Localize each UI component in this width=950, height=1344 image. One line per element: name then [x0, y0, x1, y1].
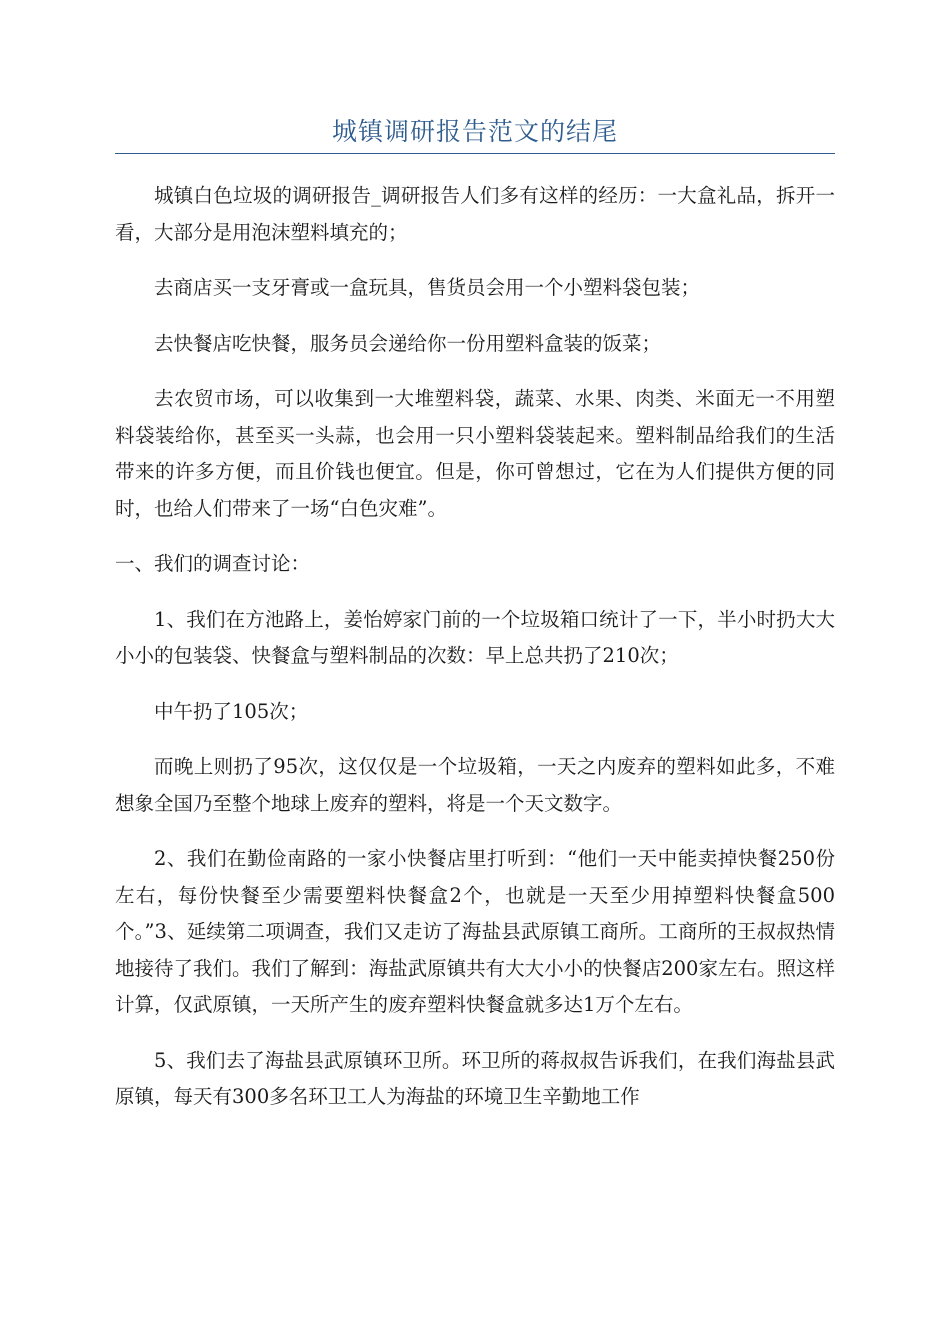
paragraph-4: 去农贸市场，可以收集到一大堆塑料袋，蔬菜、水果、肉类、米面无一不用塑料袋装给你，甚至买一头蒜，也会用一只小塑料袋装起来。塑料制品给我们的生活带来的许多方便，而且价钱也便宜。但是，你可曾想过，它在为人们提供方便的同时，也给人们带来了一场“白色灾难”。 [115, 387, 835, 520]
paragraph-6: 1、我们在方池路上，姜怡婷家门前的一个垃圾箱口统计了一下，半小时扔大大小小的包装袋、快餐盒与塑料制品的次数：早上总共扔了210次； [115, 607, 835, 667]
document-body [115, 178, 835, 1135]
document-title: 城镇调研报告范文的结尾 [331, 117, 618, 146]
title-underline [115, 153, 835, 154]
paragraph-10: 5、我们去了海盐县武原镇环卫所。环卫所的蒋叔叔告诉我们，在我们海盐县武原镇，每天有300多名环卫工人为海盐的环境卫生辛勤地工作 [115, 1048, 835, 1108]
paragraph-7: 中午扔了105次； [154, 699, 309, 723]
paragraph-8: 而晚上则扔了95次，这仅仅是一个垃圾箱，一天之内废弃的塑料如此多，不难想象全国乃至整个地球上废弃的塑料，将是一个天文数字。 [115, 755, 835, 815]
paragraph-3: 去快餐店吃快餐，服务员会递给你一份用塑料盒装的饭菜； [154, 331, 662, 355]
section-heading: 一、我们的调查讨论： [115, 552, 311, 575]
paragraph-2: 去商店买一支牙膏或一盒玩具，售货员会用一个小塑料袋包装； [154, 276, 701, 299]
paragraph-9: 2、我们在勤俭南路的一家小快餐店里打听到：“他们一天中能卖掉快餐250份左右，每份快餐至少需要塑料快餐盒2个，也就是一天至少用掉塑料快餐盒500个。”3、延续第二项调查，我们又走访了海盐县武原镇工商所。工商所的王叔叔热情地接待了我们。我们了解到：海盐武原镇共有大大小小的快餐店200家左右。照这样计算，仅武原镇，一天所产生的废弃塑料快餐盒就多达1万个左右。 [115, 847, 835, 1016]
paragraph-1: 城镇白色垃圾的调研报告_调研报告人们多有这样的经历：一大盒礼品，拆开一看，大部分是用泡沫塑料填充的； [115, 184, 835, 244]
